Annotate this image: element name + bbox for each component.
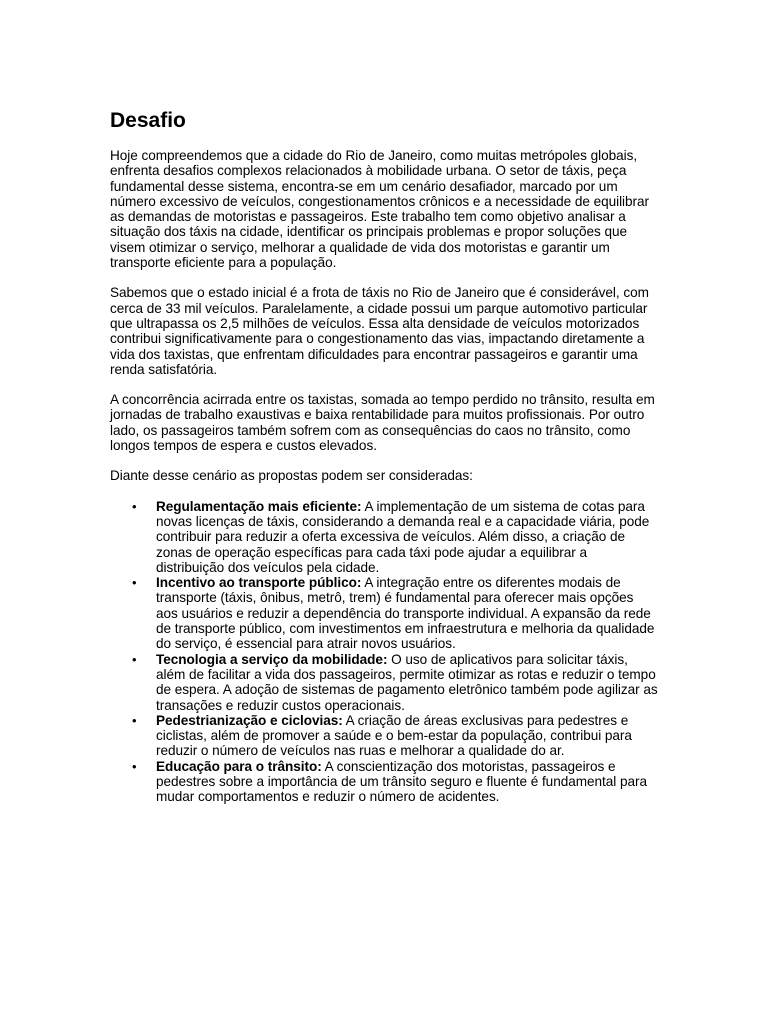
list-item-tecnologia: [132, 651, 658, 713]
list-item-regulamentacao: [132, 498, 658, 575]
bullet-icon: •: [132, 712, 137, 728]
proposal-term: Pedestrianização e ciclovias:: [156, 712, 343, 728]
list-item-transporte-publico: [132, 575, 658, 652]
list-item-educacao: [132, 758, 658, 805]
proposal-text: A integração entre os diferentes modais de transporte (táxis, ônibus, metrô, trem) é fundamental para oferecer mais opções aos usuários e reduzir a dependência do transporte individual. A expansão da rede de transporte público, com investimentos em infraestrutura e melhoria da qualidade do serviço, é essencial para atrair novos usuários.: [156, 575, 655, 652]
document-page: [110, 108, 658, 805]
proposal-term: Educação para o trânsito:: [156, 758, 322, 774]
proposal-text: A implementação de um sistema de cotas para novas licenças de táxis, considerando a demanda real e a capacidade viária, pode contribuir para reduzir a oferta excessiva de veículos. Além disso, a criação de zonas de operação específicas para cada táxi pode ajudar a equilibrar a distribuição dos veículos pela cidade.: [156, 498, 650, 575]
intro-paragraph: Hoje compreendemos que a cidade do Rio de Janeiro, como muitas metrópoles globais, enfrenta desafios complexos relacionados à mobilidade urbana. O setor de táxis, peça fundamental desse sistema, encontra-se em um cenário desafiador, marcado por um número excessivo de veículos, congestionamentos crônicos e a necessidade de equilibrar as demandas de motoristas e passageiros. Este trabalho tem como objetivo analisar a situação dos táxis na cidade, identificar os principais problemas e propor soluções que visem otimizar o serviço, melhorar a qualidade de vida dos motoristas e garantir um transporte eficiente para a população.: [110, 148, 650, 271]
bullet-icon: •: [132, 651, 137, 667]
list-item-pedestrianizacao: [132, 712, 658, 759]
proposal-term: Regulamentação mais eficiente:: [156, 498, 362, 514]
proposal-text: A criação de áreas exclusivas para pedestres e ciclistas, além de promover a saúde e o bem-estar da população, contribui para reduzir o número de veículos nas ruas e melhorar a qualidade do ar.: [156, 712, 632, 759]
initial-state-paragraph: Sabemos que o estado inicial é a frota de táxis no Rio de Janeiro que é considerável, com cerca de 33 mil veículos. Paralelamente, a cidade possui um parque automotivo particular que ultrapassa os 2,5 milhões de veículos. Essa alta densidade de veículos motorizados contribui significativamente para o congestionamento das vias, impactando diretamente a vida dos taxistas, que enfrentam dificuldades para encontrar passageiros e garantir uma renda satisfatória.: [110, 285, 649, 377]
proposal-text: A conscientização dos motoristas, passageiros e pedestres sobre a importância de um trânsito seguro e fluente é fundamental para mudar comportamentos e reduzir o número de acidentes.: [156, 758, 647, 805]
bullet-icon: •: [132, 575, 137, 591]
proposal-term: Tecnologia a serviço da mobilidade:: [156, 651, 388, 667]
competition-paragraph: A concorrência acirrada entre os taxistas, somada ao tempo perdido no trânsito, resulta em jornadas de trabalho exaustivas e baixa rentabilidade para muitos profissionais. Por outro lado, os passageiros também sofrem com as consequências do caos no trânsito, como longos tempos de espera e custos elevados.: [110, 392, 655, 454]
proposals-intro-paragraph: Diante desse cenário as propostas podem ser consideradas:: [110, 468, 473, 484]
document-title: Desafio: [110, 109, 186, 132]
bullet-icon: •: [132, 758, 137, 774]
proposal-text: O uso de aplicativos para solicitar táxis, além de facilitar a vida dos passageiros, permite otimizar as rotas e reduzir o tempo de espera. A adoção de sistemas de pagamento eletrônico também pode agilizar as transações e reduzir custos operacionais.: [156, 651, 658, 713]
bullet-icon: •: [132, 498, 137, 514]
proposals-list: [110, 499, 658, 805]
proposal-term: Incentivo ao transporte público:: [156, 575, 362, 591]
